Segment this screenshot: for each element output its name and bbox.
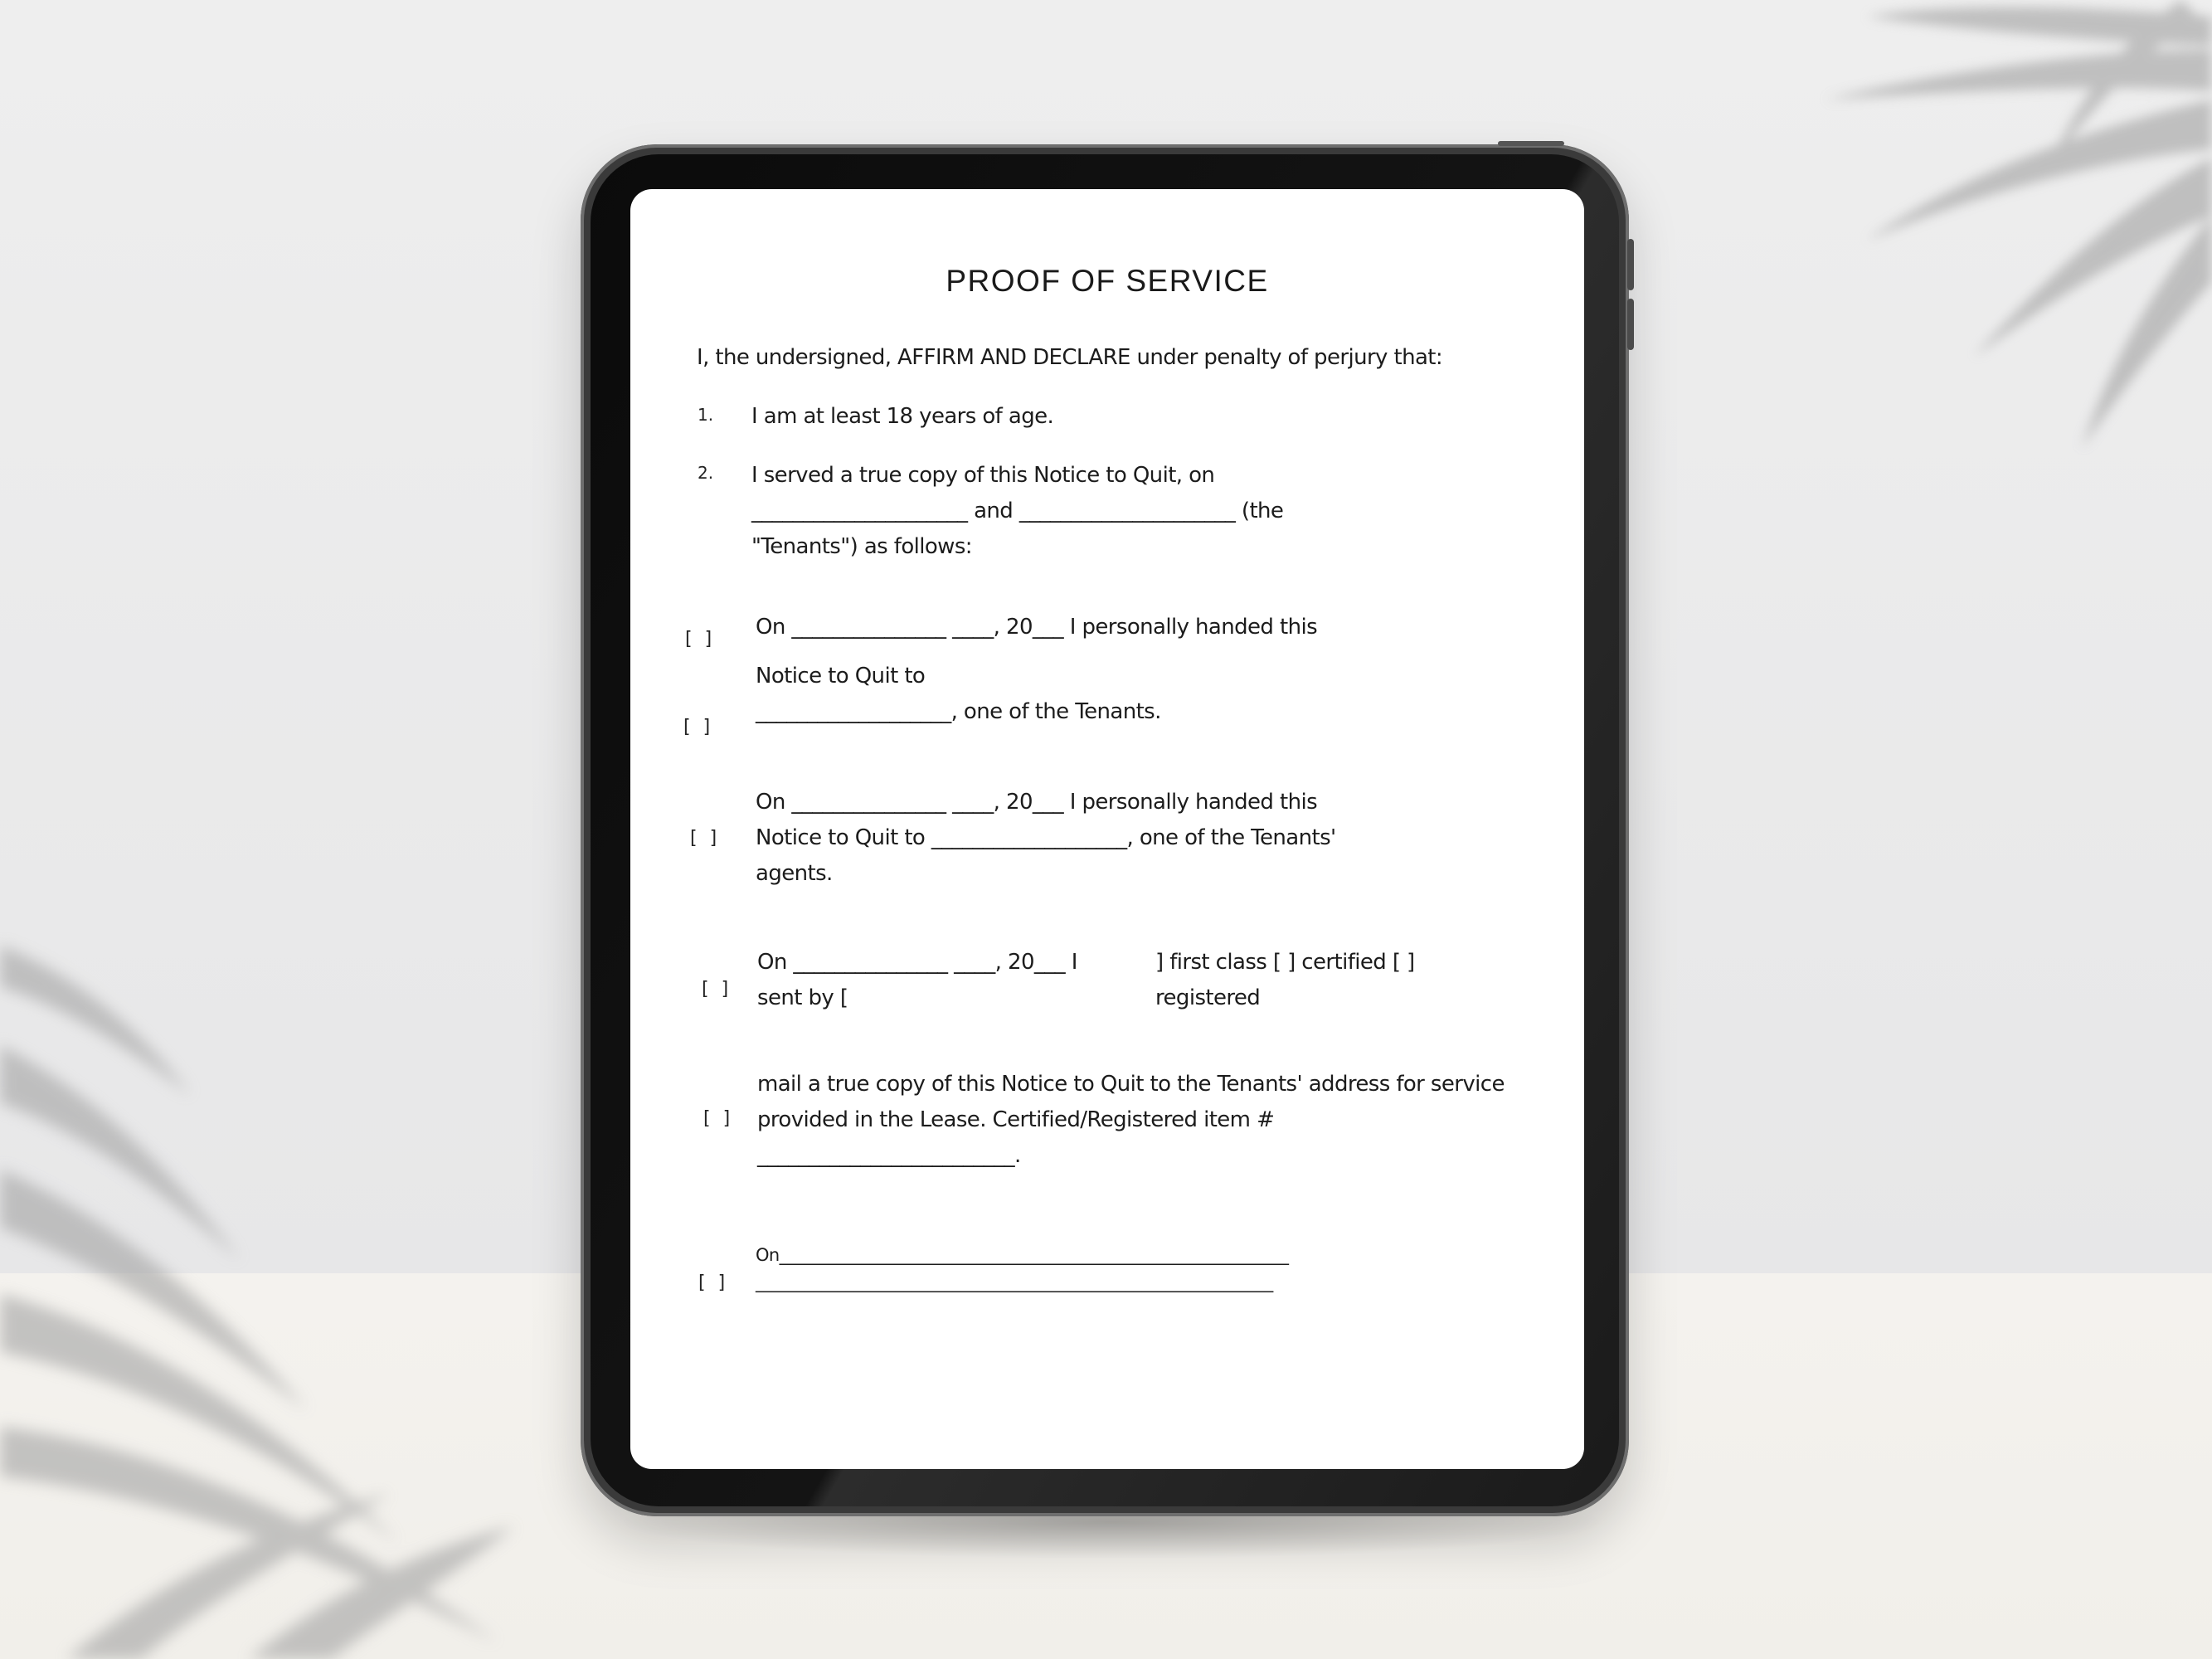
item-number-2: 2. (698, 463, 714, 483)
volume-up-button (1627, 239, 1634, 290)
checkbox-mail-delivery[interactable]: [ ] (702, 979, 732, 1000)
item-text-1: I am at least 18 years of age. (751, 404, 1054, 429)
personal-line-1: On _______________ ____, 20___ I personally handed this (756, 615, 1318, 640)
checkbox-agent-delivery[interactable]: [ ] (690, 828, 721, 849)
item-2-line-3: "Tenants") as follows: (751, 534, 972, 559)
power-button (1498, 141, 1564, 146)
mail-left-line-2: sent by [ (757, 985, 848, 1010)
mail-cont-line-2: provided in the Lease. Certified/Registered item # (757, 1107, 1275, 1132)
personal-line-3: ___________________, one of the Tenants. (756, 699, 1161, 724)
mail-cont-line-3: _________________________. (757, 1143, 1021, 1168)
mail-right-line-1: ] first class [ ] certified [ ] (1155, 950, 1415, 975)
volume-down-button (1627, 299, 1634, 350)
agent-line-1: On _______________ ____, 20___ I personally handed this (756, 790, 1318, 815)
intro-text: I, the undersigned, AFFIRM AND DECLARE under penalty of perjury that: (697, 345, 1443, 370)
checkbox-personal-delivery[interactable]: [ ] (685, 629, 716, 649)
checkbox-personal-delivery-2[interactable]: [ ] (683, 717, 714, 737)
other-line-1[interactable]: On______________________________________________________________ (756, 1245, 1289, 1265)
item-number-1: 1. (698, 405, 714, 425)
checkbox-other-delivery[interactable]: [ ] (698, 1272, 729, 1293)
checkbox-mail-continued[interactable]: [ ] (703, 1108, 734, 1129)
item-2-line-2: _____________________ and _____________________ (the (751, 499, 1284, 523)
personal-line-2: Notice to Quit to (756, 664, 926, 688)
tablet-screen (630, 189, 1584, 1469)
document-page (630, 189, 1584, 1469)
mail-left-line-1: On _______________ ____, 20___ I (757, 950, 1077, 975)
mail-right-line-2: registered (1155, 985, 1261, 1010)
agent-line-3: agents. (756, 861, 833, 886)
mail-cont-line-1: mail a true copy of this Notice to Quit to the Tenants' address for service (757, 1072, 1505, 1097)
agent-line-2: Notice to Quit to ___________________, one of the Tenants' (756, 825, 1336, 850)
document-title: PROOF OF SERVICE (946, 264, 1269, 298)
item-2-line-1: I served a true copy of this Notice to Quit, on (751, 463, 1215, 488)
other-line-2[interactable]: _______________________________________________________________ (756, 1272, 1273, 1292)
